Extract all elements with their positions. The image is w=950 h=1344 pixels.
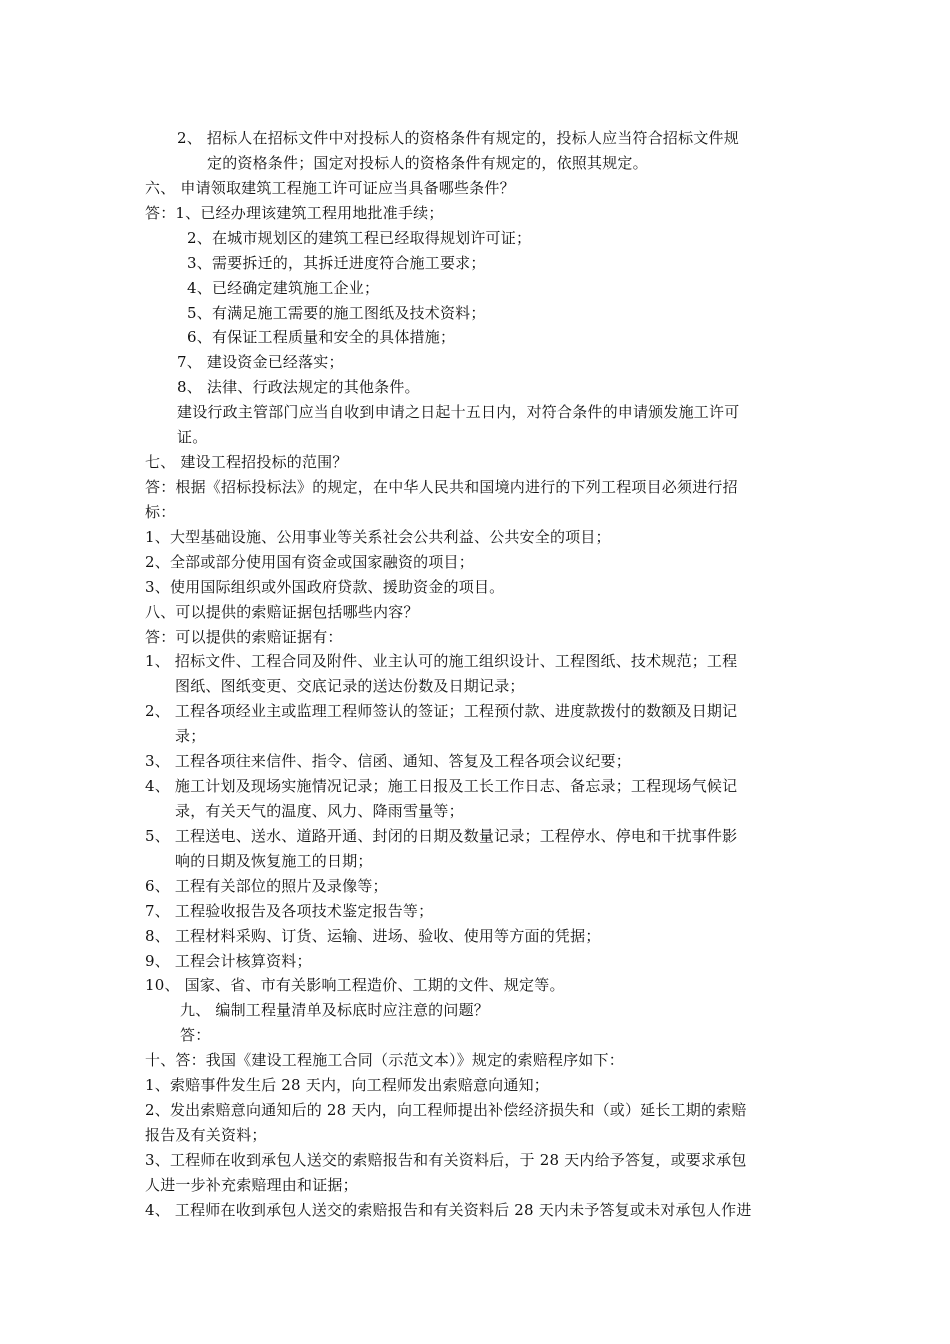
text-line: 1、 招标文件、工程合同及附件、业主认可的施工组织设计、工程图纸、技术规范；工程 [145, 652, 738, 670]
text-line: 9、 工程会计核算资料； [145, 952, 312, 970]
text-line: 录，有关天气的温度、风力、降雨雪量等； [175, 802, 464, 820]
text-line: 七、 建设工程招投标的范围？ [145, 453, 348, 471]
text-line: 九、 编制工程量清单及标底时应注意的问题？ [180, 1001, 489, 1019]
text-line: 2、在城市规划区的建筑工程已经取得规划许可证； [187, 229, 532, 247]
text-line: 答：可以提供的索赔证据有： [145, 628, 343, 646]
text-line: 响的日期及恢复施工的日期； [175, 852, 373, 870]
text-line: 证。 [177, 428, 208, 446]
text-line: 5、 工程送电、送水、道路开通、封闭的日期及数量记录；工程停水、停电和干扰事件影 [145, 827, 738, 845]
text-line: 定的资格条件；国定对投标人的资格条件有规定的，依照其规定。 [207, 154, 648, 172]
text-line: 4、 施工计划及现场实施情况记录；施工日报及工长工作日志、备忘录；工程现场气候记 [145, 777, 738, 795]
text-line: 2、 招标人在招标文件中对投标人的资格条件有规定的，投标人应当符合招标文件规 [177, 129, 739, 147]
text-line: 标： [145, 503, 176, 521]
text-line: 4、已经确定建筑施工企业； [187, 279, 380, 297]
text-line: 7、 工程验收报告及各项技术鉴定报告等； [145, 902, 434, 920]
text-line: 10、 国家、省、市有关影响工程造价、工期的文件、规定等。 [145, 976, 565, 994]
text-line: 3、使用国际组织或外国政府贷款、援助资金的项目。 [145, 578, 505, 596]
text-line: 八、可以提供的索赔证据包括哪些内容？ [145, 603, 419, 621]
text-line: 人进一步补充索赔理由和证据； [145, 1176, 358, 1194]
text-line: 答：根据《招标投标法》的规定，在中华人民共和国境内进行的下列工程项目必须进行招 [145, 478, 738, 496]
text-line: 3、 工程各项往来信件、指令、信函、通知、答复及工程各项会议纪要； [145, 752, 631, 770]
text-line: 8、 法律、行政法规定的其他条件。 [177, 378, 420, 396]
text-line: 5、有满足施工需要的施工图纸及技术资料； [187, 304, 486, 322]
text-line: 报告及有关资料； [145, 1126, 267, 1144]
text-line: 4、 工程师在收到承包人送交的索赔报告和有关资料后 28 天内未予答复或未对承包人作进 [145, 1201, 752, 1219]
text-line: 2、 工程各项经业主或监理工程师签认的签证；工程预付款、进度款拨付的数额及日期记 [145, 702, 738, 720]
text-line: 2、全部或部分使用国有资金或国家融资的项目； [145, 553, 474, 571]
text-line: 答：1、已经办理该建筑工程用地批准手续； [145, 204, 444, 222]
text-line: 2、发出索赔意向通知后的 28 天内，向工程师提出补偿经济损失和（或）延长工期的索赔 [145, 1101, 747, 1119]
text-line: 十、答：我国《建设工程施工合同（示范文本）》规定的索赔程序如下： [145, 1051, 624, 1069]
text-line: 1、索赔事件发生后 28 天内，向工程师发出索赔意向通知； [145, 1076, 549, 1094]
text-line: 录； [175, 727, 206, 745]
text-line: 3、需要拆迁的，其拆迁进度符合施工要求； [187, 254, 486, 272]
text-line: 图纸、图纸变更、交底记录的送达份数及日期记录； [175, 677, 525, 695]
text-line: 8、 工程材料采购、订货、运输、进场、验收、使用等方面的凭据； [145, 927, 601, 945]
text-line: 答： [180, 1026, 211, 1044]
text-line: 6、有保证工程质量和安全的具体措施； [187, 328, 456, 346]
text-line: 六、 申请领取建筑工程施工许可证应当具备哪些条件？ [145, 179, 515, 197]
text-line: 建设行政主管部门应当自收到申请之日起十五日内，对符合条件的申请颁发施工许可 [177, 403, 740, 421]
text-line: 1、大型基础设施、公用事业等关系社会公共利益、公共安全的项目； [145, 528, 611, 546]
text-line: 3、工程师在收到承包人送交的索赔报告和有关资料后，于 28 天内给予答复，或要求承包 [145, 1151, 747, 1169]
text-line: 6、 工程有关部位的照片及录像等； [145, 877, 388, 895]
text-line: 7、 建设资金已经落实； [177, 353, 344, 371]
